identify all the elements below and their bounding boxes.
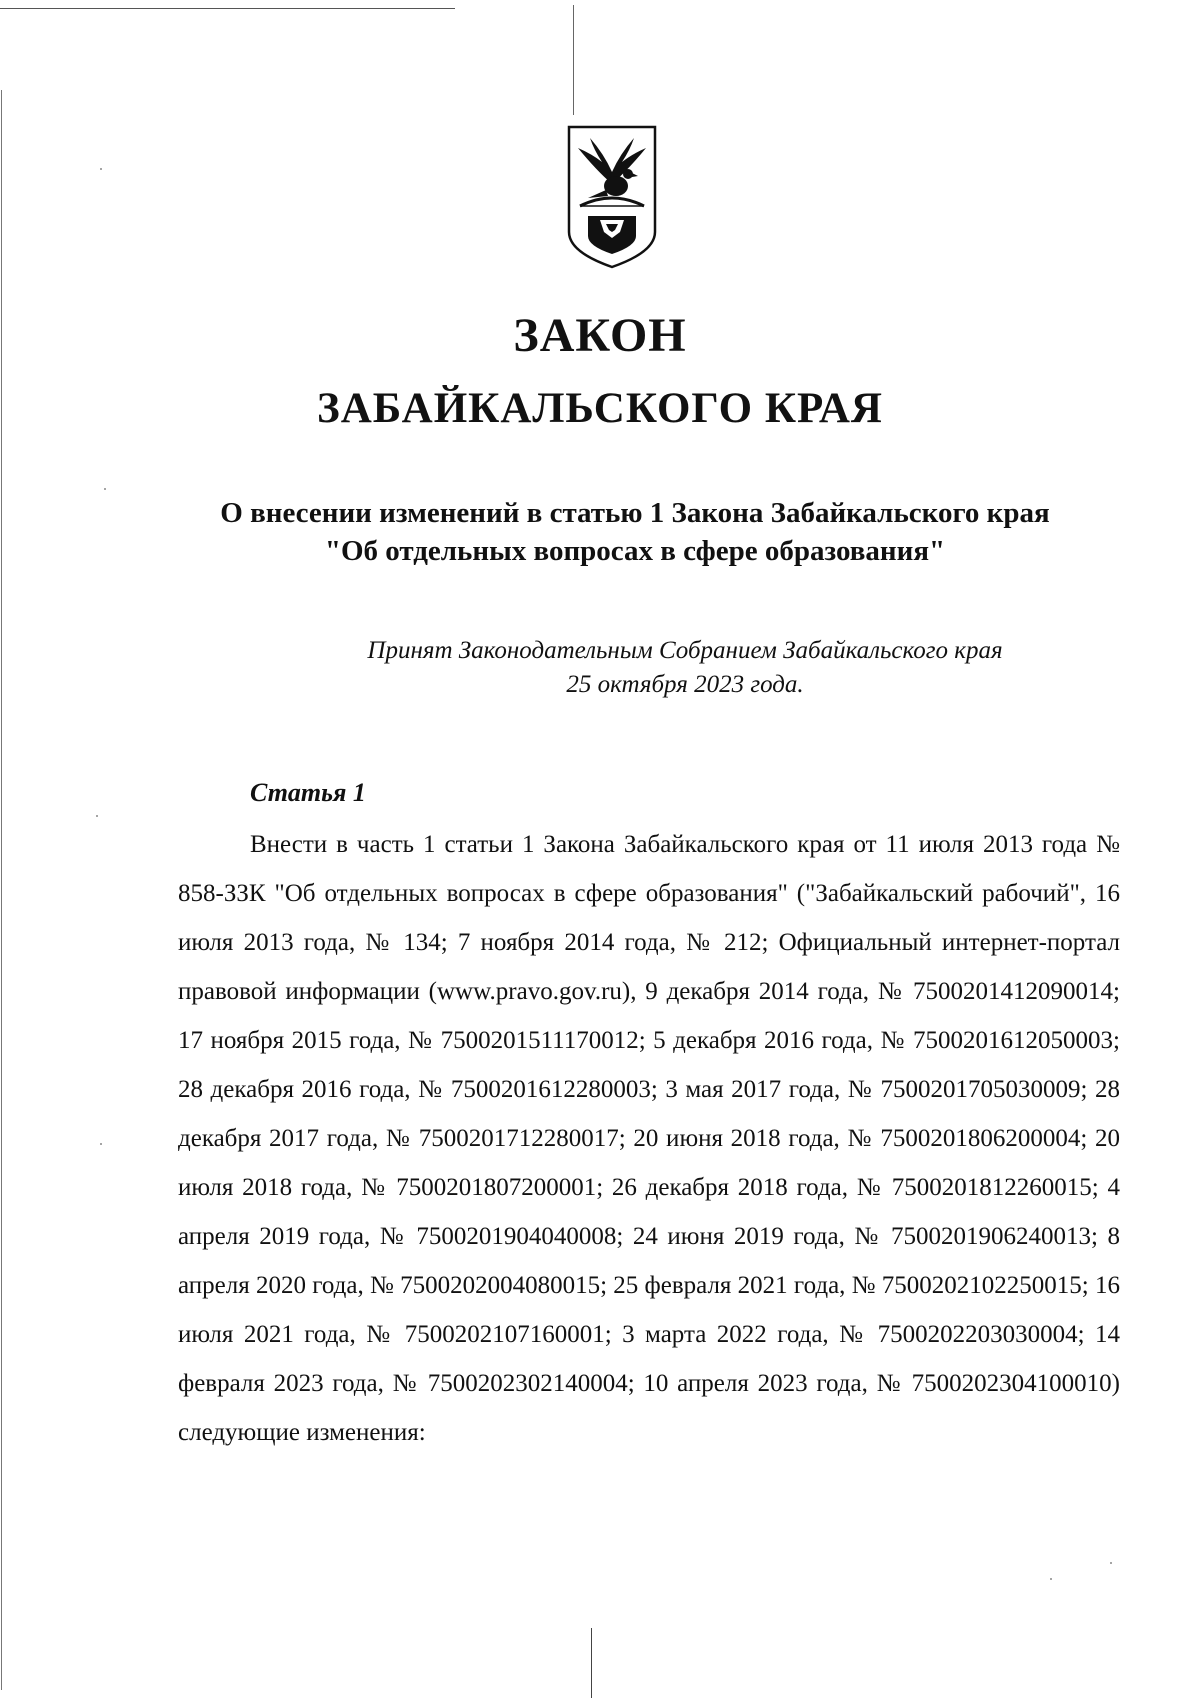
fold-mark-top [573, 5, 574, 115]
scan-speck [1050, 1578, 1052, 1580]
article-heading: Статья 1 [250, 778, 366, 807]
scan-speck [96, 815, 98, 817]
adoption-note-line-1: Принят Законодательным Собранием Забайкальского края [367, 637, 1003, 664]
scan-speck [1110, 1562, 1112, 1564]
adoption-note [300, 634, 1070, 702]
article-body: Внести в часть 1 статьи 1 Закона Забайкальского края от 11 июля 2013 года № 858-ЗЗК "Об отдельных вопросах в сфере образования" ("Забайкальский рабочий", 16 июля 2013 года, № 134; 7 ноября 2014 года, № 212; Официальный интернет-портал правовой информации (www.pravo.gov.ru), 9 декабря 2014 года, № 7500201412090014; 17 ноября 2015 года, № 7500201511170012; 5 декабря 2016 года, № 7500201612050003; 28 декабря 2016 года, № 7500201612280003; 3 мая 2017 года, № 7500201705030009; 28 декабря 2017 года, № 7500201712280017; 20 июня 2018 года, № 7500201806200004; 20 июля 2018 года, № 7500201807200001; 26 декабря 2018 года, № 7500201812260015; 4 апреля 2019 года, № 7500201904040008; 24 июня 2019 года, № 7500201906240013; 8 апреля 2020 года, № 7500202004080015; 25 февраля 2021 года, № 7500202102250015; 16 июля 2021 года, № 7500202107160001; 3 марта 2022 года, № 7500202203030004; 14 февраля 2023 года, № 7500202302140004; 10 апреля 2023 года, № 7500202304100010) следующие изменения: [178, 831, 1120, 1446]
fold-mark-bottom [591, 1628, 592, 1698]
adoption-date: 25 октября 2023 года. [566, 671, 804, 698]
law-subject [150, 494, 1120, 570]
scan-speck [104, 488, 106, 490]
scan-speck [100, 1143, 102, 1145]
scan-speck [100, 168, 102, 170]
law-issuer: ЗАБАЙКАЛЬСКОГО КРАЯ [317, 385, 883, 432]
scan-edge-top [0, 8, 455, 9]
law-subject-line-1: О внесении изменений в статью 1 Закона Забайкальского края [220, 497, 1050, 529]
law-subject-line-2: "Об отдельных вопросах в сфере образования" [324, 535, 946, 567]
law-title: ЗАКОН [513, 309, 687, 362]
coat-of-arms-emblem [566, 124, 658, 270]
